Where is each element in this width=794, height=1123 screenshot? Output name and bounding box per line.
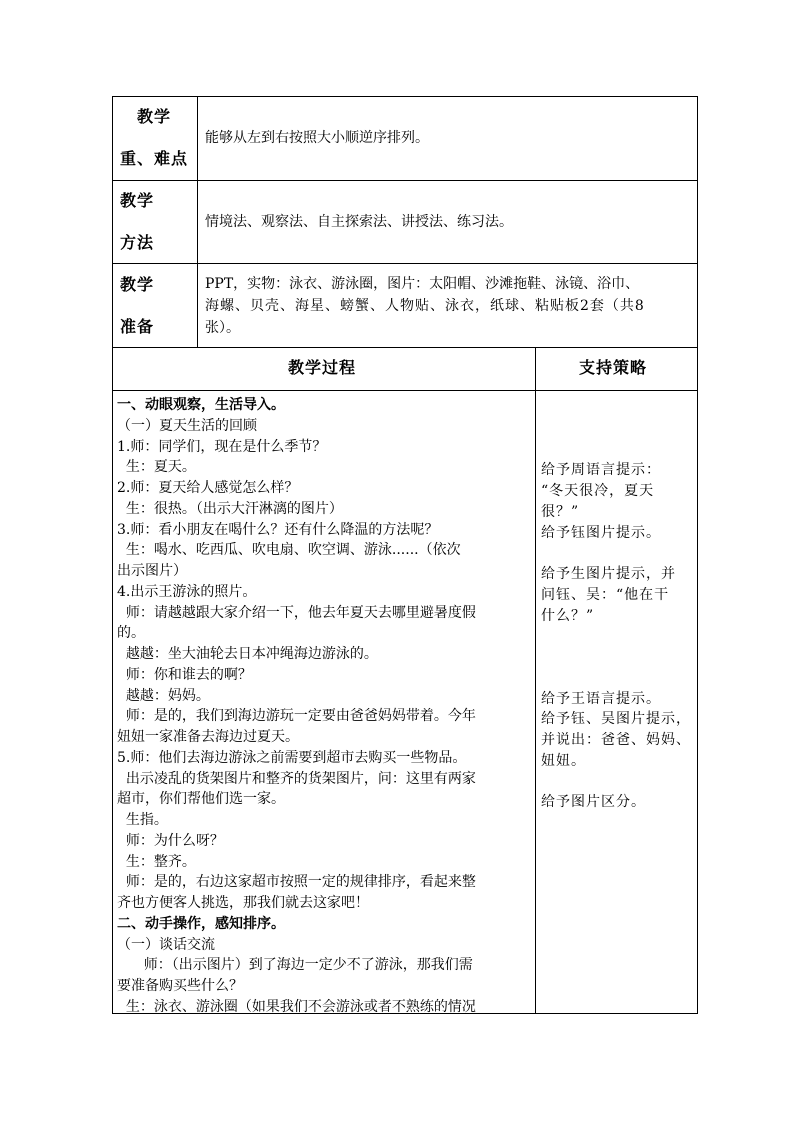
process-line: （一）夏天生活的回顾 [117,417,257,434]
row-label: 准备 [120,317,155,336]
process-line: 的。 [117,625,145,642]
process-line: 4.出示王游泳的照片。 [117,583,257,600]
row-divider [112,180,698,181]
process-line: 师：你和谁去的啊？ [117,666,252,683]
strategy-line: 并说出：爸爸、妈妈、 [541,732,691,748]
strategy-header: 支持策略 [579,358,648,377]
label-column-divider [197,96,198,348]
strategy-line: 给予钰图片提示。 [541,524,661,541]
row-content: 张）。 [205,320,240,336]
process-line: 1.师：同学们，现在是什么季节？ [117,438,327,455]
process-line: 生：很热。（出示大汗淋漓的图片） [117,500,343,517]
process-line: 2.师：夏天给人感觉怎么样？ [117,480,299,496]
row-content: 能够从左到右按照大小顺逆序排列。 [205,130,429,146]
strategy-line: 妞妞。 [541,752,586,769]
strategy-line: 给予王语言提示。 [541,690,661,707]
process-line: 生：夏天。 [117,459,196,476]
process-line: 生：整齐。 [117,853,196,870]
strategy-line: 给予周语言提示： [541,462,661,479]
process-line: 师：是的，我们到海边游玩一定要由爸爸妈妈带着。今年 [117,708,476,725]
process-line: 出示图片） [117,563,187,579]
process-line: 要准备购买些什么？ [117,978,243,994]
process-line: 出示凌乱的货架图片和整齐的货架图片，问：这里有两家 [117,770,476,787]
row-content: 海螺、贝壳、海星、螃蟹、人物贴、泳衣，纸球、粘贴板2套（共8 [205,298,645,314]
process-line: 3.师：看小朋友在喝什么？还有什么降温的方法呢？ [117,521,439,538]
process-line: 一、动眼观察，生活导入。 [117,397,285,413]
strategy-line: “冬天很冷，夏天 [541,483,655,499]
process-line: 师：是的，右边这家超市按照一定的规律排序，看起来整 [117,874,476,891]
process-line: 生：喝水、吃西瓜、吹电扇、吹空调、游泳......（依次 [117,542,461,559]
row-label: 教学 [120,275,155,294]
row-label: 重、难点 [120,149,189,168]
row-divider [112,263,698,264]
process-line: 5.师：他们去海边游泳之前需要到超市去购买一些物品。 [117,749,467,766]
row-content: PPT，实物：泳衣、游泳圈，图片：太阳帽、沙滩拖鞋、泳镜、浴巾、 [205,276,640,292]
process-line: 师：请越越跟大家介绍一下，他去年夏天去哪里避暑度假 [117,604,476,621]
row-divider [112,390,698,391]
process-line: 生：泳衣、游泳圈（如果我们不会游泳或者不熟练的情况 [117,998,476,1015]
process-line: 超市，你们帮他们选一家。 [117,791,285,808]
process-line: 越越：妈妈。 [117,687,210,704]
process-line: 越越：坐大油轮去日本冲绳海边游泳的。 [117,646,378,662]
process-header: 教学过程 [288,358,357,377]
process-line: 师：（出示图片）到了海边一定少不了游泳，那我们需 [117,957,473,974]
process-line: （一）谈话交流 [117,936,215,953]
process-line: 生指。 [117,812,168,828]
process-line: 师：为什么呀？ [117,832,224,849]
row-label: 教学 [137,107,172,126]
process-line: 齐也方便客人挑选，那我们就去这家吧！ [117,895,369,911]
process-line: 二、动手操作，感知排序。 [117,915,285,932]
strategy-line: 给予生图片提示，并 [541,566,676,582]
row-divider [112,347,698,348]
strategy-line: 很？” [541,503,580,520]
strategy-line: 什么？” [541,607,595,624]
process-line: 妞妞一家准备去海边过夏天。 [117,729,299,745]
strategy-line: 给予钰、吴图片提示， [541,711,691,728]
row-label: 方法 [120,233,155,252]
strategy-line: 问钰、吴：“他在干 [541,586,670,603]
strategy-line: 给予图片区分。 [541,794,646,811]
strategy-column-divider [535,347,536,1014]
row-label: 教学 [120,191,155,210]
row-content: 情境法、观察法、自主探索法、讲授法、练习法。 [205,214,513,230]
